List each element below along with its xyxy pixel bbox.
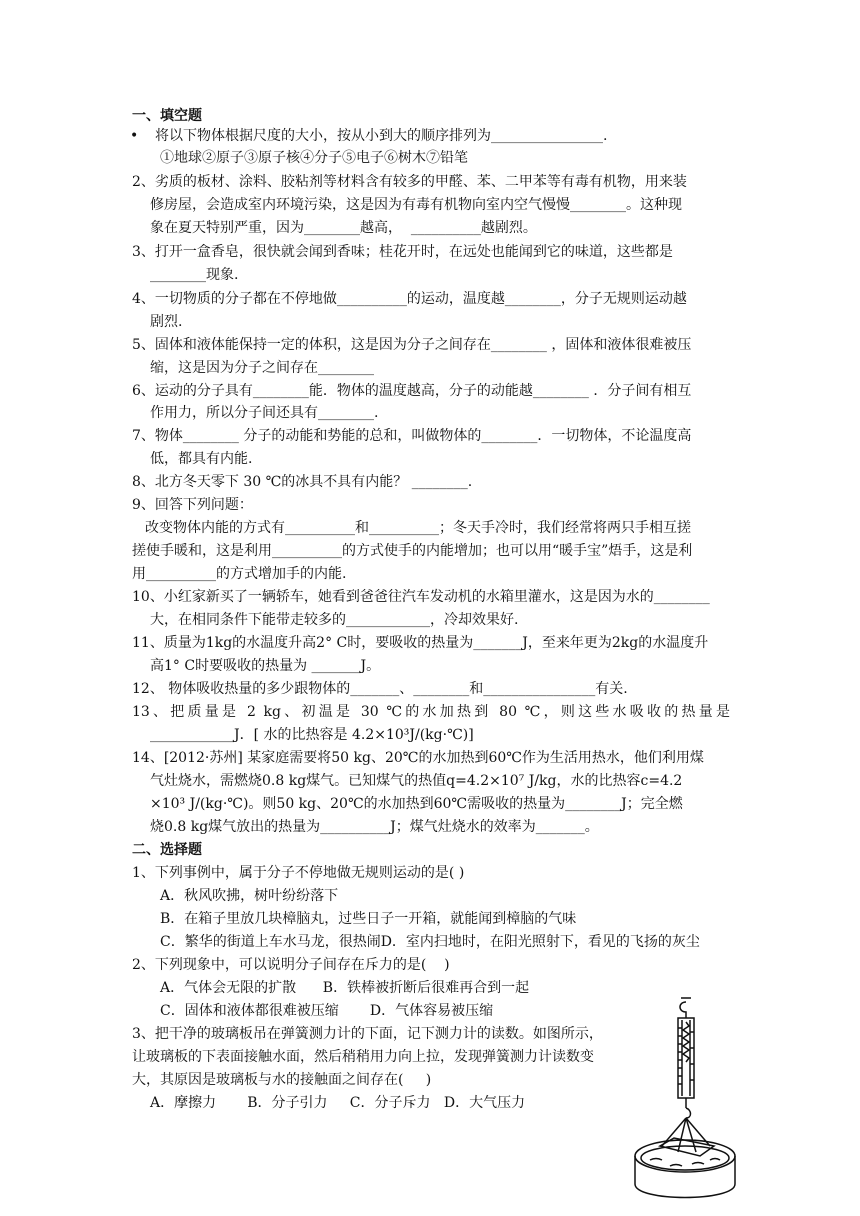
- q14-line1: 14、[2012·苏州] 某家庭需要将50 kg、20℃的水加热到60℃作为生活用热水，他们利用煤: [132, 750, 704, 766]
- c1-stem: 1、下列事例中，属于分子不停地做无规则运动的是( ): [132, 865, 465, 881]
- q9-line2: 改变物体内能的方式有__________和__________；冬天手冷时，我们经常将两只手相互搓: [145, 520, 691, 536]
- q6-line2: 作用力，所以分子间还具有________.: [150, 405, 379, 421]
- q2-line3: 象在夏天特别严重，因为________越高， __________越剧烈。: [150, 220, 537, 236]
- c3-line3: 大，其原因是玻璃板与水的接触面之间存在( ): [132, 1072, 432, 1088]
- c3-line1: 3、把干净的玻璃板吊在弹簧测力计的下面，记下测力计的读数。如图所示，: [132, 1026, 603, 1042]
- q14-line2: 气灶烧水，需燃烧0.8 kg煤气。已知煤气的热值q=4.2×10⁷ J/kg，水的比热容c=4.2: [150, 773, 683, 789]
- q1-line2: ①地球②原子③原子核④分子⑤电子⑥树木⑦铅笔: [160, 150, 468, 166]
- q11-line1: 11、质量为1kg的水温度升高2° C时，要吸收的热量为_______J，至来年更为2kg的水温度升: [132, 635, 709, 651]
- q7-line2: 低，都具有内能.: [150, 451, 253, 467]
- q4-line2: 剧烈.: [150, 314, 183, 330]
- q9-line1: 9、回答下列问题：: [132, 497, 253, 513]
- section-heading-fill-in: 一、填空题: [132, 108, 202, 124]
- q6-line1: 6、运动的分子具有________能．物体的温度越高，分子的动能越________ ．分子间有相互: [132, 383, 692, 399]
- q8-line1: 8、北方冬天零下 30 ℃的冰具不具有内能？ ________.: [132, 474, 473, 490]
- q12-line1: 12、 物体吸收热量的多少跟物体的_______、________和________________有关.: [132, 681, 628, 697]
- q5-line1: 5、固体和液体能保持一定的体积，这是因为分子之间存在________ ，固体和液体很难被压: [132, 337, 692, 353]
- c3-options: A．摩擦力 B．分子引力 C．分子斥力 D．大气压力: [150, 1095, 526, 1111]
- section-heading-choice: 二、选择题: [132, 842, 202, 858]
- q9-line3: 搓使手暖和，这是利用__________的方式使手的内能增加；也可以用“暖手宝”焐手，这是利: [132, 543, 693, 559]
- q13-line1: 13、把质量是 2 kg、初温是 30 ℃的水加热到 80 ℃，则这些水吸收的热量是: [132, 704, 730, 720]
- c2-option-cd: C．固体和液体都很难被压缩 D．气体容易被压缩: [160, 1003, 494, 1019]
- q10-line2: 大，在相同条件下能带走较多的____________，冷却效果好.: [150, 612, 519, 628]
- q4-line1: 4、一切物质的分子都在不停地做__________的运动，温度越________，分子无规则运动越: [132, 291, 687, 307]
- q3-line1: 3、打开一盒香皂，很快就会闻到香味；桂花开时，在远处也能闻到它的味道，这些都是: [132, 244, 673, 260]
- q10-line1: 10、小红家新买了一辆轿车，她看到爸爸往汽车发动机的水箱里灌水，这是因为水的________: [132, 589, 710, 605]
- q5-line2: 缩，这是因为分子之间存在________: [150, 360, 374, 376]
- q14-line4: 烧0.8 kg煤气放出的热量为__________J；煤气灶烧水的效率为_______。: [150, 819, 599, 835]
- q13-line2: ____________J．[ 水的比热容是 4.2×10³J/(kg·℃)]: [150, 727, 474, 743]
- q2-line2: 修房屋，会造成室内环境污染，这是因为有毒有机物向室内空气慢慢________。这种现: [150, 197, 682, 213]
- q7-line1: 7、物体________ 分子的动能和势能的总和，叫做物体的________．一切物体，不论温度高: [132, 428, 692, 444]
- q2-line1: 2、劣质的板材、涂料、胶粘剂等材料含有较多的甲醛、苯、二甲苯等有毒有机物，用来装: [132, 174, 687, 190]
- c2-stem: 2、下列现象中，可以说明分子间存在斥力的是( ): [132, 957, 450, 973]
- q3-line2: ________现象.: [150, 267, 239, 283]
- c2-option-ab: A．气体会无限的扩散 B．铁棒被折断后很难再合到一起: [160, 980, 530, 996]
- c1-option-a: A．秋风吹拂，树叶纷纷落下: [160, 888, 339, 904]
- q1-line1: 将以下物体根据尺度的大小，按从小到大的顺序排列为________________.: [155, 128, 608, 144]
- q9-line4: 用__________的方式增加手的内能.: [132, 566, 347, 582]
- q14-line3: ×10³ J/(kg·℃)。则50 kg、20℃的水加热到60℃需吸收的热量为________J；完全燃: [150, 796, 683, 812]
- spring-scale-figure: [630, 996, 740, 1208]
- c1-option-cd: C．繁华的街道上车水马龙，很热闹D．室内扫地时，在阳光照射下，看见的飞扬的灰尘: [160, 934, 700, 950]
- c3-line2: 让玻璃板的下表面接触水面，然后稍稍用力向上拉，发现弹簧测力计读数变: [132, 1049, 594, 1065]
- bullet-icon: •: [130, 128, 139, 144]
- q11-line2: 高1° C时要吸收的热量为 _______J。: [150, 658, 381, 674]
- c1-option-b: B．在箱子里放几块樟脑丸，过些日子一开箱，就能闻到樟脑的气味: [160, 911, 577, 927]
